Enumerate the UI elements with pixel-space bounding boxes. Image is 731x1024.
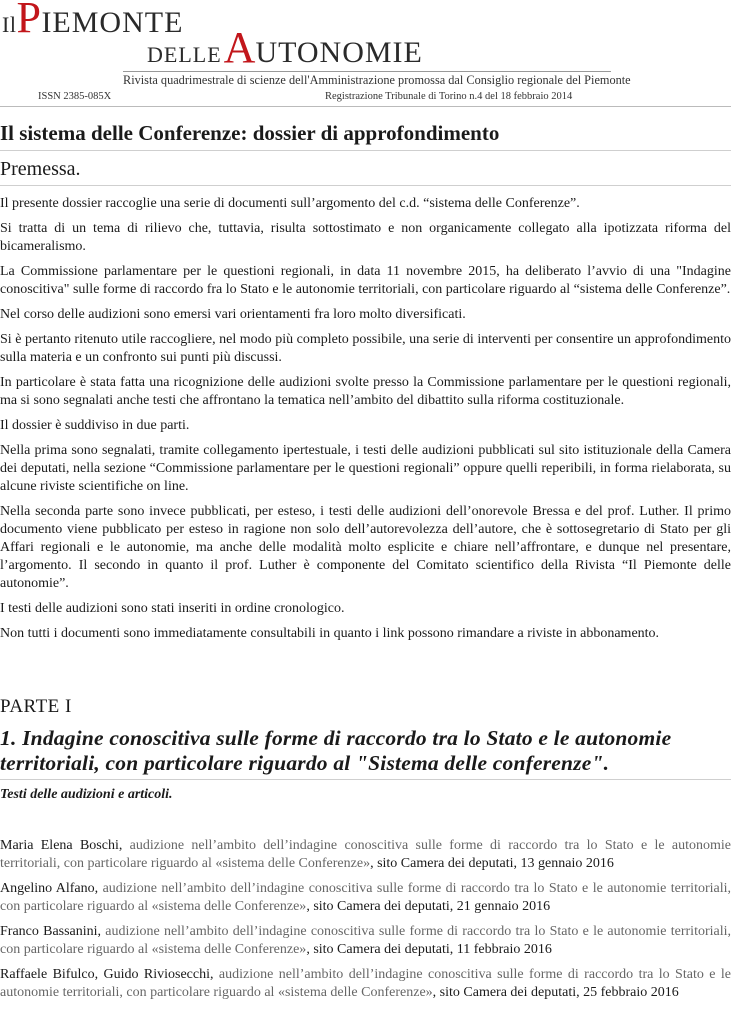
section-subtitle: Testi delle audizioni e articoli. bbox=[0, 787, 173, 802]
paragraph: Non tutti i documenti sono immediatamente consultabili in quanto i link possono rimandare a riviste in abbonamento. bbox=[0, 626, 660, 641]
issn-number: ISSN 2385-085X bbox=[38, 91, 112, 102]
entry-author: Maria Elena Boschi, bbox=[0, 838, 130, 853]
section-spacer bbox=[0, 650, 731, 696]
logo-autonomie-rest: UTONOMIE bbox=[255, 36, 423, 69]
logo-delle: DELLE bbox=[147, 42, 222, 67]
entry-link[interactable]: audizione nell’ambito dell’indagine conoscitiva sulle forme di raccordo tra lo Stato e le autonomie territoriali, con particolare riguardo al «sistema delle Conferenze» bbox=[0, 838, 731, 871]
paragraph: Nella seconda parte sono invece pubblicati, per esteso, i testi delle audizioni dell’onorevole Bressa e del prof. Luther. Il primo documento viene pubblicato per esteso in ragione non solo dell’autorevolezza dell’autore, che è sottosegretario di Stato per gli Affari regionali e le autonomie, ma anche delle modalità molto esplicite e chiare nell’affrontare, e dunque nel presentare, l’argomento. Il secondo in quanto il prof. Luther è componente del Comitato scientifico della Rivista “Il Piemonte delle autonomie”. bbox=[0, 504, 731, 591]
paragraph: I testi delle audizioni sono stati inseriti in ordine cronologico. bbox=[0, 601, 345, 616]
entry-author: Angelino Alfano, bbox=[0, 881, 103, 896]
document-body bbox=[0, 112, 731, 1009]
list-item bbox=[0, 923, 731, 959]
entry-source: , sito Camera dei deputati, 13 gennaio 2016 bbox=[370, 856, 614, 871]
journal-tagline: Rivista quadrimestrale di scienze dell'Amministrazione promossa dal Consiglio regionale del Piemonte bbox=[123, 73, 631, 87]
paragraph: Il presente dossier raccoglie una serie di documenti sull’argomento del c.d. “sistema delle Conferenze”. bbox=[0, 196, 580, 211]
section-heading: 1. Indagine conoscitiva sulle forme di raccordo tra lo Stato e le autonomie territoriali, con particolare riguardo al "Sistema delle conferenze". bbox=[0, 726, 731, 780]
masthead-divider bbox=[0, 106, 731, 107]
entry-source: , sito Camera dei deputati, 25 febbraio 2016 bbox=[432, 985, 679, 1000]
paragraph: La Commissione parlamentare per le questioni regionali, in data 11 novembre 2015, ha deliberato l’avvio di una "Indagine conoscitiva" sulle forme di raccordo fra lo Stato e le autonomie territoriali, con particolare riguardo al “sistema delle Conferenze”. bbox=[0, 264, 731, 297]
logo-piemonte-rest: IEMONTE bbox=[41, 6, 184, 39]
paragraph: Si tratta di un tema di rilievo che, tuttavia, risulta sottostimato e non organicamente collegato alla ipotizzata riforma del bicameralismo. bbox=[0, 221, 731, 254]
list-item bbox=[0, 837, 731, 873]
paragraph: Nella prima sono segnalati, tramite collegamento ipertestuale, i testi delle audizioni pubblicati sul sito istituzionale della Camera dei deputati, nella sezione “Commissione parlamentare per le questioni regionali” oppure quelli reperibili, in forma rielaborata, su alcune riviste scientifiche on line. bbox=[0, 443, 731, 494]
logo-il: Il bbox=[2, 12, 17, 37]
parte-label: PARTE I bbox=[0, 696, 72, 717]
document-title: Il sistema delle Conferenze: dossier di approfondimento bbox=[0, 120, 731, 151]
paragraph: In particolare è stata fatta una ricognizione delle audizioni svolte presso la Commissione parlamentare per le questioni regionali, ma si sono segnalati anche testi che affrontano la tematica nell’ambito del dibattito sulla riforma costituzionale. bbox=[0, 375, 731, 408]
list-item bbox=[0, 880, 731, 916]
entry-author: Raffaele Bifulco, Guido Riviosecchi, bbox=[0, 967, 219, 982]
entries-list bbox=[0, 837, 731, 1002]
paragraph: Si è pertanto ritenuto utile raccogliere, nel modo più completo possibile, una serie di interventi per consentire un approfondimento sulla materia e un confronto sui punti più discussi. bbox=[0, 332, 731, 365]
premessa-heading: Premessa. bbox=[0, 157, 731, 186]
entry-link[interactable]: audizione nell’ambito dell’indagine conoscitiva sulle forme di raccordo tra lo Stato e le autonomie territoriali, con particolare riguardo al «sistema delle Conferenze» bbox=[0, 967, 731, 1000]
entry-author: Franco Bassanini, bbox=[0, 924, 106, 939]
registration-info: Registrazione Tribunale di Torino n.4 del 18 febbraio 2014 bbox=[325, 91, 573, 102]
masthead bbox=[0, 0, 731, 112]
entry-link[interactable]: audizione nell’ambito dell’indagine conoscitiva sulle forme di raccordo tra lo Stato e le autonomie territoriali, con particolare riguardo al «sistema delle Conferenze» bbox=[0, 924, 731, 957]
entry-source: , sito Camera dei deputati, 21 gennaio 2016 bbox=[306, 899, 551, 914]
journal-logo-line2 bbox=[147, 23, 423, 72]
paragraph: Il dossier è suddiviso in due parti. bbox=[0, 418, 190, 433]
premessa-paragraphs bbox=[0, 195, 731, 643]
logo-initial-a: A bbox=[223, 23, 256, 72]
logo-initial-p: P bbox=[16, 0, 42, 42]
entry-link[interactable]: audizione nell’ambito dell’indagine conoscitiva sulle forme di raccordo tra lo Stato e le autonomie territoriali, con particolare riguardo al «sistema delle Conferenze» bbox=[0, 881, 731, 914]
list-item bbox=[0, 966, 731, 1002]
entry-source: , sito Camera dei deputati, 11 febbraio 2016 bbox=[306, 942, 552, 957]
paragraph: Nel corso delle audizioni sono emersi vari orientamenti fra loro molto diversificati. bbox=[0, 307, 466, 322]
